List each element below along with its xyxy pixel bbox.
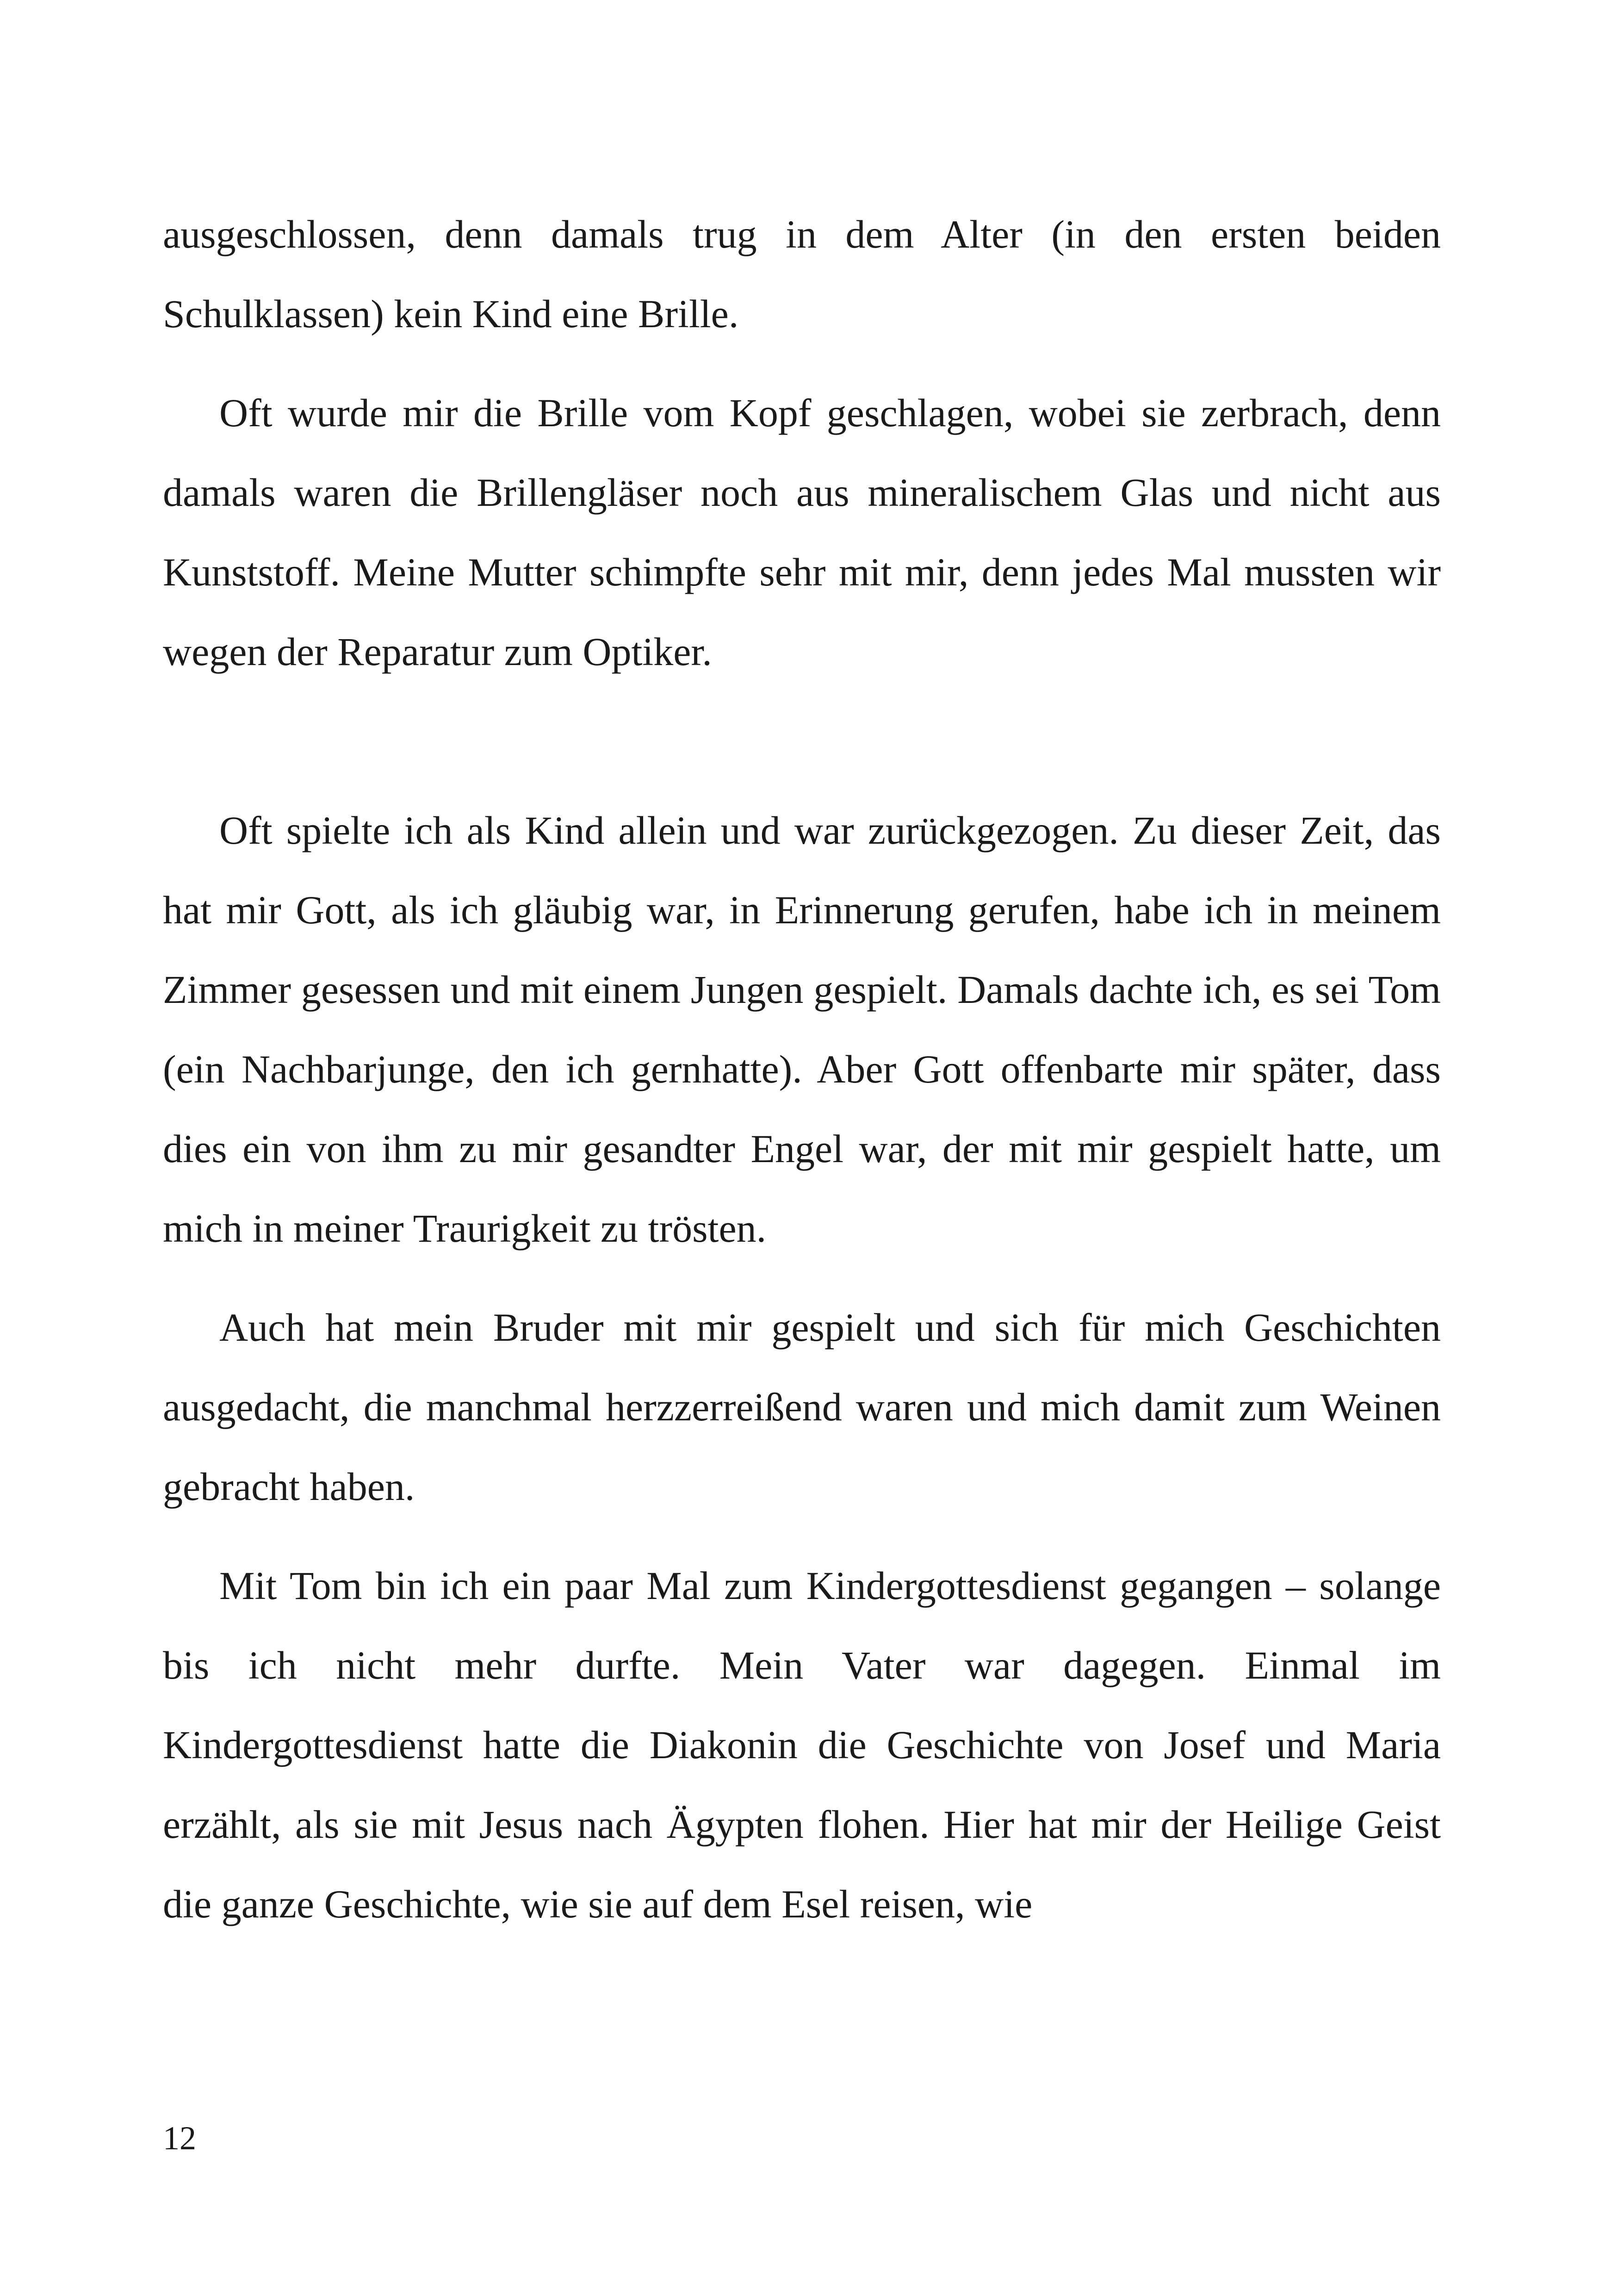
paragraph-4: Auch hat mein Bruder mit mir gespielt und sich für mich Geschichten ausgedacht, die manchmal herzzerreißend waren und mich damit zum Weinen gebracht haben. <box>163 1305 1441 1509</box>
page-number: 12 <box>163 2120 196 2157</box>
paragraph-1: ausgeschlossen, denn damals trug in dem Alter (in den ersten beiden Schulklassen) kein Kind eine Brille. <box>163 212 1441 336</box>
paragraph-spacer <box>163 1268 1441 1288</box>
paragraph-spacer <box>163 354 1441 373</box>
paragraph-3: Oft spielte ich als Kind allein und war zurückgezogen. Zu dieser Zeit, das hat mir Gott, als ich gläubig war, in Erinnerung gerufen, habe ich in meinem Zimmer gesessen und mit einem Jungen gespielt. Damals dachte ich, es sei Tom (ein Nachbarjunge, den ich gernhatte). Aber Gott offenbarte mir später, dass dies ein von ihm zu mir gesandter Engel war, der mit mir gespielt hatte, um mich in meiner Traurigkeit zu trösten. <box>163 808 1441 1251</box>
paragraph-5: Mit Tom bin ich ein paar Mal zum Kindergottesdienst gegangen – solange bis ich nicht mehr durfte. Mein Vater war dagegen. Einmal im Kindergottesdienst hatte die Diakonin die Geschichte von Josef und Maria erzählt, als sie mit Jesus nach Ägypten flohen. Hier hat mir der Heilige Geist die ganze Geschichte, wie sie auf dem Esel reisen, wie <box>163 1563 1441 1926</box>
section-break <box>163 691 1441 790</box>
paragraph-2: Oft wurde mir die Brille vom Kopf geschlagen, wobei sie zerbrach, denn damals waren die Brillengläser noch aus mineralischem Glas und nicht aus Kunststoff. Meine Mutter schimpfte sehr mit mir, denn jedes Mal mussten wir wegen der Reparatur zum Optiker. <box>163 391 1441 674</box>
body-text <box>163 194 1441 1944</box>
paragraph-spacer <box>163 1526 1441 1546</box>
